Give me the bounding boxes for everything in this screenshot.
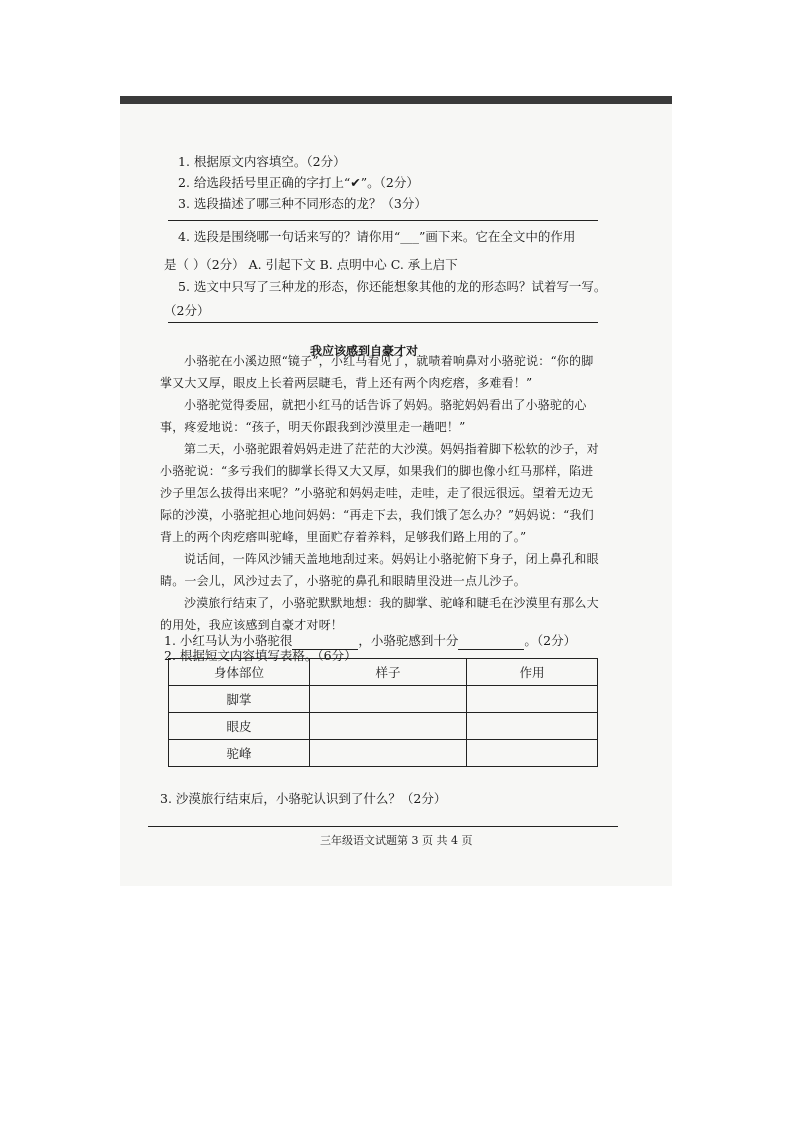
table-header-cell: 身体部位 xyxy=(169,659,310,686)
passage-title: 我应该感到自豪才对 xyxy=(310,344,419,358)
section1-q5-line1: 5. 选文中只写了三种龙的形态，你还能想象其他的龙的形态吗？试着写一写。 xyxy=(178,279,607,294)
passage-paragraph-3: 第二天，小骆驼跟着妈妈走进了茫茫的大沙漠。妈妈指着脚下松软的沙子，对小骆驼说：“多亏我们的脚掌长得又大又厚，如果我们的脚也像小红马那样，陷进沙子里怎么拔得出来呢？”小骆驼和妈妈走哇，走哇，走了很远很远。望着无边无际的沙漠，小骆驼担心地问妈妈：“再走下去，我们饿了怎么办？”妈妈说：“我们背上的两个肉疙瘩叫驼峰，里面贮存着养料，足够我们路上用的了。” xyxy=(160,442,599,544)
question2-1-part-c: 。（2分） xyxy=(524,633,577,648)
section1-q4-line1: 4. 选段是围绕哪一句话来写的？请你用“___”画下来。它在全文中的作用 xyxy=(178,229,576,244)
table-header-cell: 样子 xyxy=(310,659,467,686)
section1-q2: 2. 给选段括号里正确的字打上“✔”。（2分） xyxy=(178,175,419,190)
section1-q3: 3. 选段描述了哪三种不同形态的龙？（3分） xyxy=(178,196,427,211)
section1-q1: 1. 根据原文内容填空。（2分） xyxy=(178,154,346,169)
table-row xyxy=(169,740,598,767)
question2-1-part-b: ，小骆驼感到十分 xyxy=(358,633,459,648)
body-parts-table xyxy=(168,658,598,767)
passage-paragraph-5: 沙漠旅行结束了，小骆驼默默地想：我的脚掌、驼峰和睫毛在沙漠里有那么大的用处，我应该感到自豪才对呀！ xyxy=(160,596,599,632)
table-cell-blank[interactable] xyxy=(467,686,598,713)
question2-2: 2. 根据短文内容填写表格。（6分） xyxy=(164,648,357,663)
question2-1-part-a: 1. 小红马认为小骆驼很 xyxy=(164,633,293,648)
table-cell-part: 脚掌 xyxy=(169,686,310,713)
table-cell-blank[interactable] xyxy=(467,713,598,740)
section1-q5-line2: （2分） xyxy=(164,303,210,318)
scan-top-edge xyxy=(120,96,672,104)
table-cell-part: 眼皮 xyxy=(169,713,310,740)
passage-paragraph-1: 小骆驼在小溪边照“镜子”，小红马看见了，就啧着响鼻对小骆驼说：“你的脚掌又大又厚，眼皮上长着两层睫毛，背上还有两个肉疙瘩，多难看！” xyxy=(160,354,594,390)
question2-3: 3. 沙漠旅行结束后，小骆驼认识到了什么？（2分） xyxy=(160,791,447,806)
passage-paragraph-2: 小骆驼觉得委屈，就把小红马的话告诉了妈妈。骆驼妈妈看出了小骆驼的心事，疼爱地说：“孩子，明天你跟我到沙漠里走一趟吧！” xyxy=(160,398,587,434)
table-cell-blank[interactable] xyxy=(310,713,467,740)
table-cell-blank[interactable] xyxy=(310,686,467,713)
footer-rule xyxy=(148,826,618,827)
answer-blank[interactable] xyxy=(458,635,524,650)
table-cell-blank[interactable] xyxy=(310,740,467,767)
table-row xyxy=(169,713,598,740)
answer-line xyxy=(168,220,598,221)
table-row xyxy=(169,686,598,713)
table-cell-part: 驼峰 xyxy=(169,740,310,767)
table-header-row xyxy=(169,659,598,686)
table-header-cell: 作用 xyxy=(467,659,598,686)
answer-line xyxy=(168,322,598,323)
table-cell-blank[interactable] xyxy=(467,740,598,767)
page-footer: 三年级语文试题第 3 页 共 4 页 xyxy=(320,834,473,847)
section1-q4-line2: 是（ ）（2分） A. 引起下文 B. 点明中心 C. 承上启下 xyxy=(164,257,458,272)
passage-paragraph-4: 说话间，一阵风沙铺天盖地地刮过来。妈妈让小骆驼俯下身子，闭上鼻孔和眼睛。一会儿，风沙过去了，小骆驼的鼻孔和眼睛里没进一点儿沙子。 xyxy=(160,552,599,588)
